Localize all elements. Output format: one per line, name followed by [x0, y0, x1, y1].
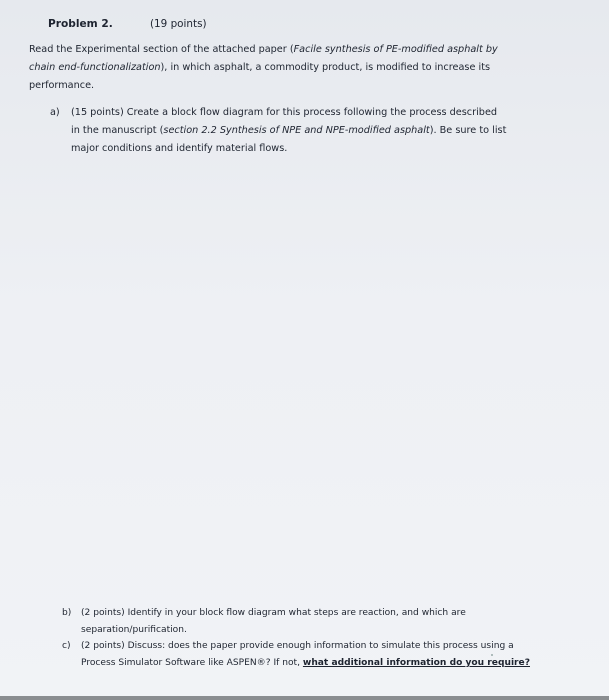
part-a-marker: a) — [50, 107, 60, 118]
page-edge-shadow — [0, 696, 609, 700]
part-b-marker: b) — [62, 608, 72, 618]
part-c-marker: c) — [62, 641, 71, 651]
problem-title: Problem 2. — [48, 18, 113, 30]
part-b-line-2: separation/purification. — [81, 625, 187, 635]
problem-points: (19 points) — [150, 18, 207, 30]
part-c-line-2: Process Simulator Software like ASPEN®? If not, what additional information do you require? — [81, 658, 530, 668]
intro-line-3: performance. — [29, 80, 95, 91]
intro-line-2: chain end-functionalization), in which asphalt, a commodity product, is modified to increase its — [29, 62, 491, 73]
part-a-line-1: (15 points) Create a block flow diagram for this process following the process described — [71, 107, 498, 118]
speck — [491, 654, 493, 656]
intro-line-1: Read the Experimental section of the attached paper (Facile synthesis of PE-modified asphalt by — [29, 44, 498, 55]
part-a-line-2: in the manuscript (section 2.2 Synthesis of NPE and NPE-modified asphalt). Be sure to list — [71, 125, 507, 136]
required-info-question: what additional information do you require? — [302, 658, 530, 668]
part-b-line-1: (2 points) Identify in your block flow diagram what steps are reaction, and which are — [81, 608, 466, 618]
part-c-line-1: (2 points) Discuss: does the paper provide enough information to simulate this process using a — [81, 641, 514, 651]
part-a-line-3: major conditions and identify material flows. — [71, 143, 288, 154]
